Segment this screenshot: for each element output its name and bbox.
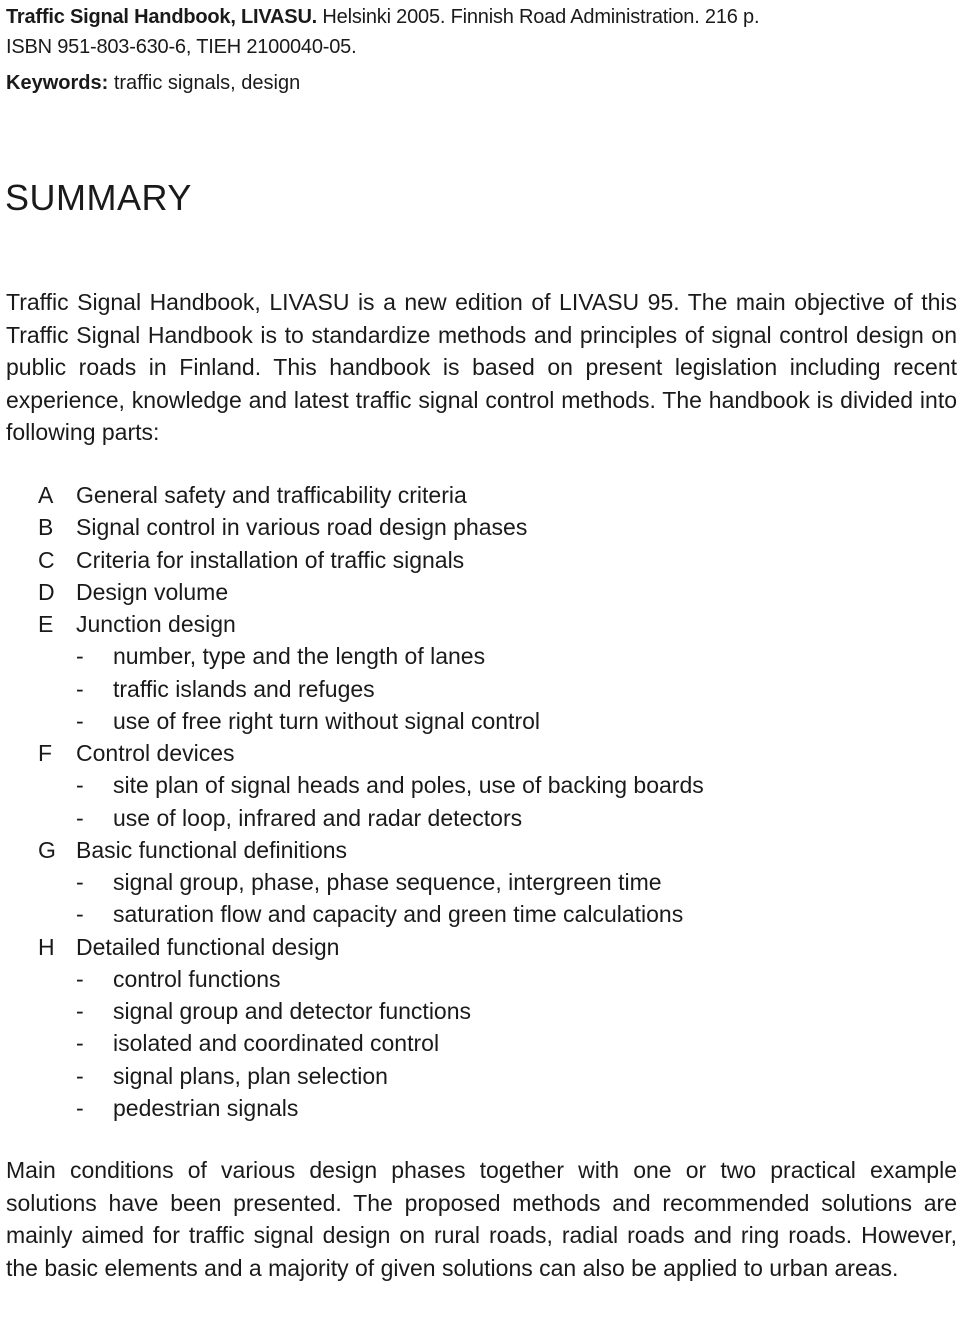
part-item: [38, 834, 704, 866]
part-letter: B: [38, 514, 54, 541]
citation-header: [6, 2, 956, 62]
dash-bullet: -: [76, 1030, 84, 1057]
part-letter: C: [38, 546, 55, 573]
keywords-value: traffic signals, design: [113, 72, 301, 94]
dash-bullet: -: [76, 643, 84, 670]
subitem-text: traffic islands and refuges: [113, 675, 375, 702]
keywords-label: Keywords:: [6, 72, 109, 94]
dash-bullet: -: [76, 1094, 84, 1121]
parts-list: [38, 479, 704, 1124]
keywords-line: [6, 68, 300, 98]
part-title: General safety and trafficability criteria: [76, 482, 467, 508]
subitem-text: saturation flow and capacity and green time calculations: [113, 901, 684, 928]
dash-bullet: -: [76, 901, 84, 928]
handbook-title: Traffic Signal Handbook, LIVASU.: [6, 6, 318, 28]
dash-bullet: -: [76, 965, 84, 992]
dash-bullet: -: [76, 1062, 84, 1089]
subitem-text: signal group and detector functions: [113, 998, 472, 1024]
part-title: Criteria for installation of traffic signals: [76, 546, 465, 573]
part-subitem: [38, 898, 704, 930]
part-subitem: [38, 1027, 704, 1059]
part-letter: G: [38, 836, 56, 863]
part-item: [38, 511, 704, 543]
subitem-text: isolated and coordinated control: [113, 1030, 440, 1057]
part-letter: D: [38, 578, 55, 605]
part-subitem: [38, 963, 704, 995]
part-subitem: [38, 1092, 704, 1124]
part-subitem: [38, 640, 704, 672]
subitem-text: site plan of signal heads and poles, use of backing boards: [113, 772, 704, 799]
subitem-text: control functions: [113, 965, 281, 992]
subitem-text: signal group, phase, phase sequence, intergreen time: [113, 869, 662, 895]
dash-bullet: -: [76, 869, 84, 895]
part-letter: E: [38, 611, 54, 637]
part-subitem: [38, 705, 704, 737]
part-subitem: [38, 673, 704, 705]
part-title: Design volume: [76, 578, 229, 605]
part-subitem: [38, 769, 704, 801]
part-title: Signal control in various road design phases: [76, 514, 528, 541]
citation-line-1: [6, 2, 956, 32]
subitem-text: use of free right turn without signal control: [113, 707, 541, 734]
part-letter: F: [38, 740, 53, 766]
part-item: [38, 576, 704, 608]
part-item: [38, 608, 704, 640]
part-subitem: [38, 866, 704, 898]
subitem-text: number, type and the length of lanes: [113, 643, 486, 670]
part-title: Basic functional definitions: [76, 836, 348, 863]
part-item: [38, 479, 704, 511]
dash-bullet: -: [76, 998, 84, 1024]
part-letter: A: [38, 482, 54, 508]
part-title: Junction design: [76, 611, 236, 637]
part-subitem: [38, 1060, 704, 1092]
dash-bullet: -: [76, 707, 84, 734]
intro-paragraph: Traffic Signal Handbook, LIVASU is a new edition of LIVASU 95. The main objective of this Traffic Signal Handbook is to standardize methods and principles of signal control design on public roads in Finland. This handbook is based on present legislation including recent experience, knowledge and latest traffic signal control methods. The handbook is divided into following parts:: [6, 289, 957, 445]
dash-bullet: -: [76, 675, 84, 702]
part-letter: H: [38, 933, 55, 960]
part-subitem: [38, 802, 704, 834]
part-title: Control devices: [76, 740, 235, 766]
summary-heading: SUMMARY: [5, 177, 192, 218]
subitem-text: pedestrian signals: [113, 1094, 299, 1121]
dash-bullet: -: [76, 804, 84, 831]
part-title: Detailed functional design: [76, 933, 340, 960]
isbn-line: ISBN 951-803-630-6, TIEH 2100040-05.: [6, 36, 357, 58]
subitem-text: use of loop, infrared and radar detectors: [113, 804, 523, 831]
part-item: [38, 931, 704, 963]
part-subitem: [38, 995, 704, 1027]
citation-details: Helsinki 2005. Finnish Road Administration. 216 p.: [322, 6, 760, 28]
dash-bullet: -: [76, 772, 84, 799]
part-item: [38, 737, 704, 769]
subitem-text: signal plans, plan selection: [113, 1062, 388, 1089]
part-item: [38, 544, 704, 576]
closing-paragraph: Main conditions of various design phases together with one or two practical example solutions have been presented. The proposed methods and recommended solutions are mainly aimed for traffic signal design on rural roads, radial roads and ring roads. However, the basic elements and a majority of given solutions can also be applied to urban areas.: [6, 1157, 957, 1281]
